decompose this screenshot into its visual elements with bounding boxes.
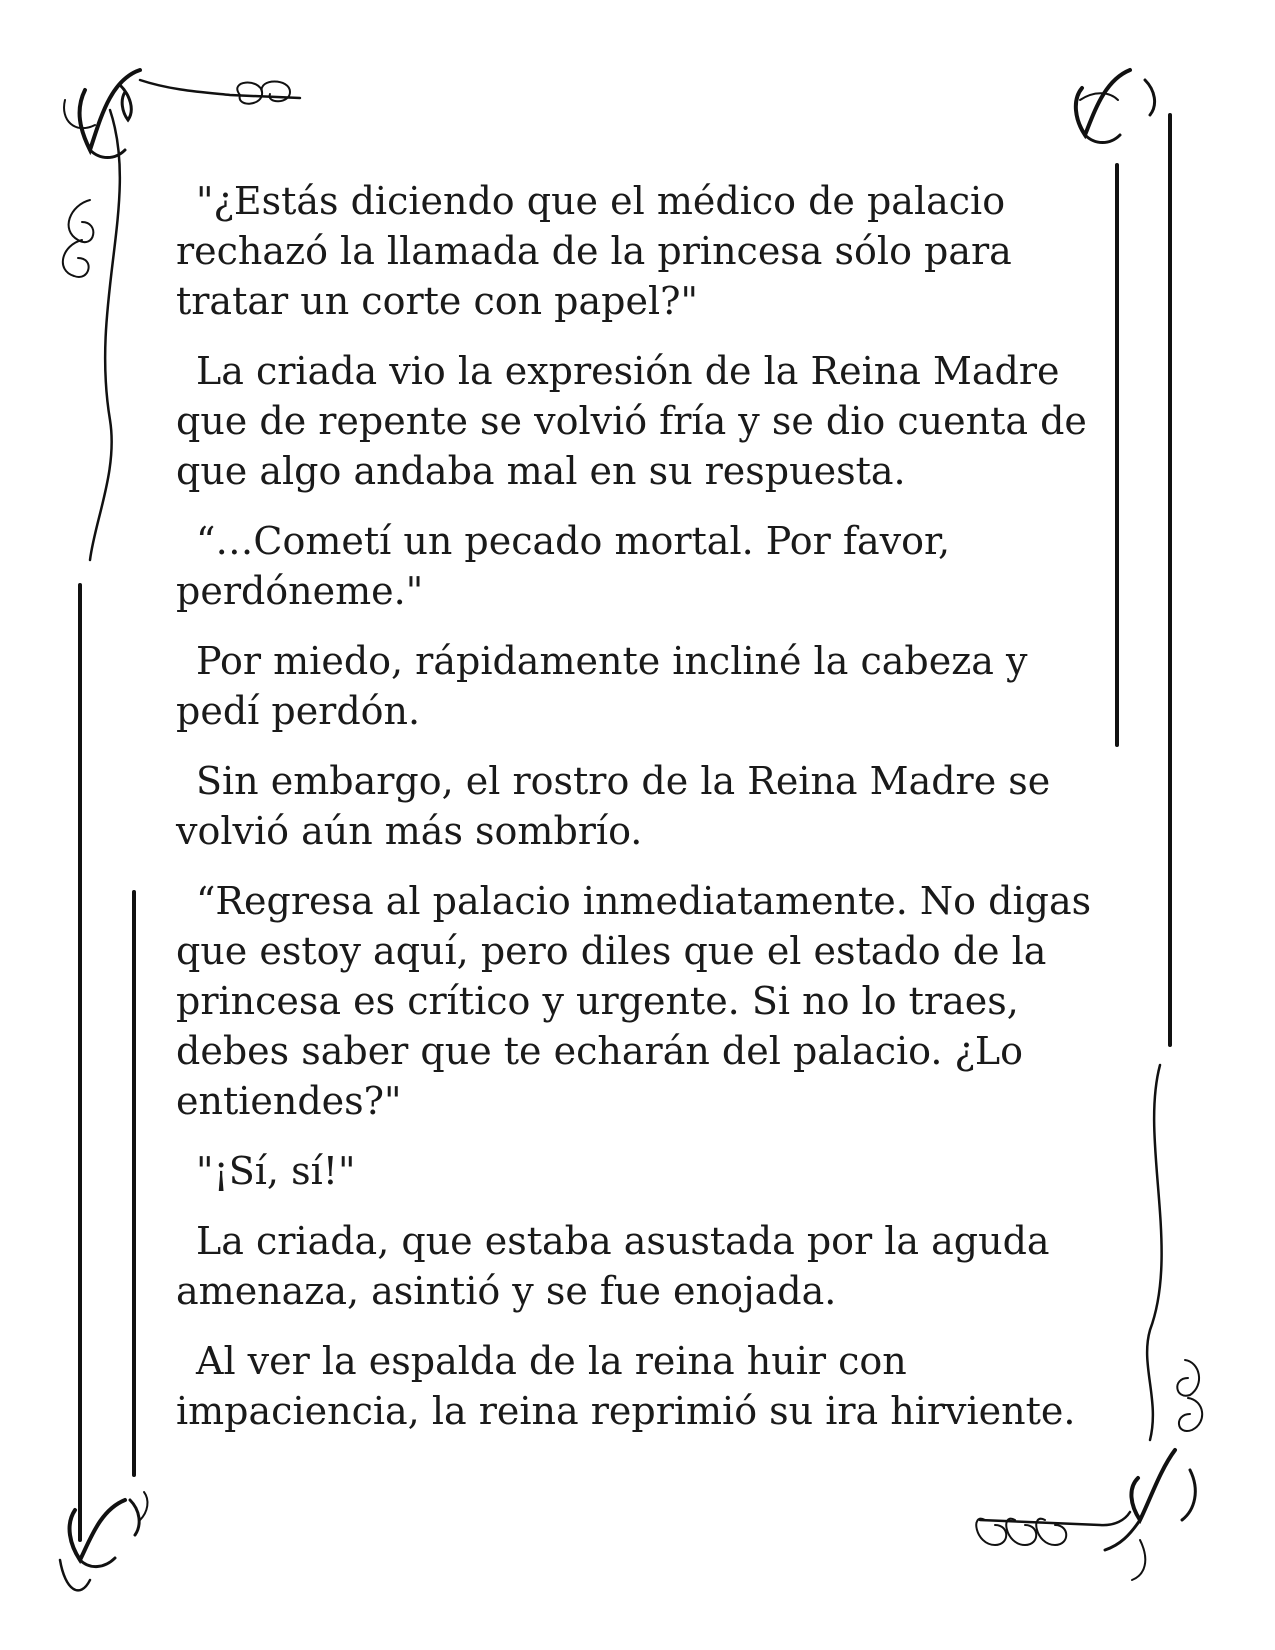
paragraph-7: "¡Sí, sí!" [196,1149,356,1193]
paragraph-9: Al ver la espalda de la reina huir con impaciencia, la reina reprimió su ira hirviente. [176,1339,1076,1433]
paragraph-1: "¿Estás diciendo que el médico de palacio rechazó la llamada de la princesa sólo para tratar un corte con papel?" [176,179,1012,323]
paragraph-4: Por miedo, rápidamente incliné la cabeza y pedí perdón. [176,639,1028,733]
top-right-flourish-icon [1076,70,1155,143]
paragraph-8: La criada, que estaba asustada por la aguda amenaza, asintió y se fue enojada. [176,1219,1050,1313]
text-column [176,176,1096,1456]
paragraph-6: “Regresa al palacio inmediatamente. No digas que estoy aquí, pero diles que el estado de la princesa es crítico y urgente. Si no lo traes, debes saber que te echarán del palacio. ¿Lo entiendes?" [176,879,1092,1123]
paragraph-5: Sin embargo, el rostro de la Reina Madre se volvió aún más sombrío. [176,759,1051,853]
bottom-left-flourish-icon [60,1492,147,1590]
paragraph-3: “…Cometí un pecado mortal. Por favor, perdóneme." [176,519,951,613]
paragraph-2: La criada vio la expresión de la Reina Madre que de repente se volvió fría y se dio cuenta de que algo andaba mal en su respuesta. [176,349,1087,493]
